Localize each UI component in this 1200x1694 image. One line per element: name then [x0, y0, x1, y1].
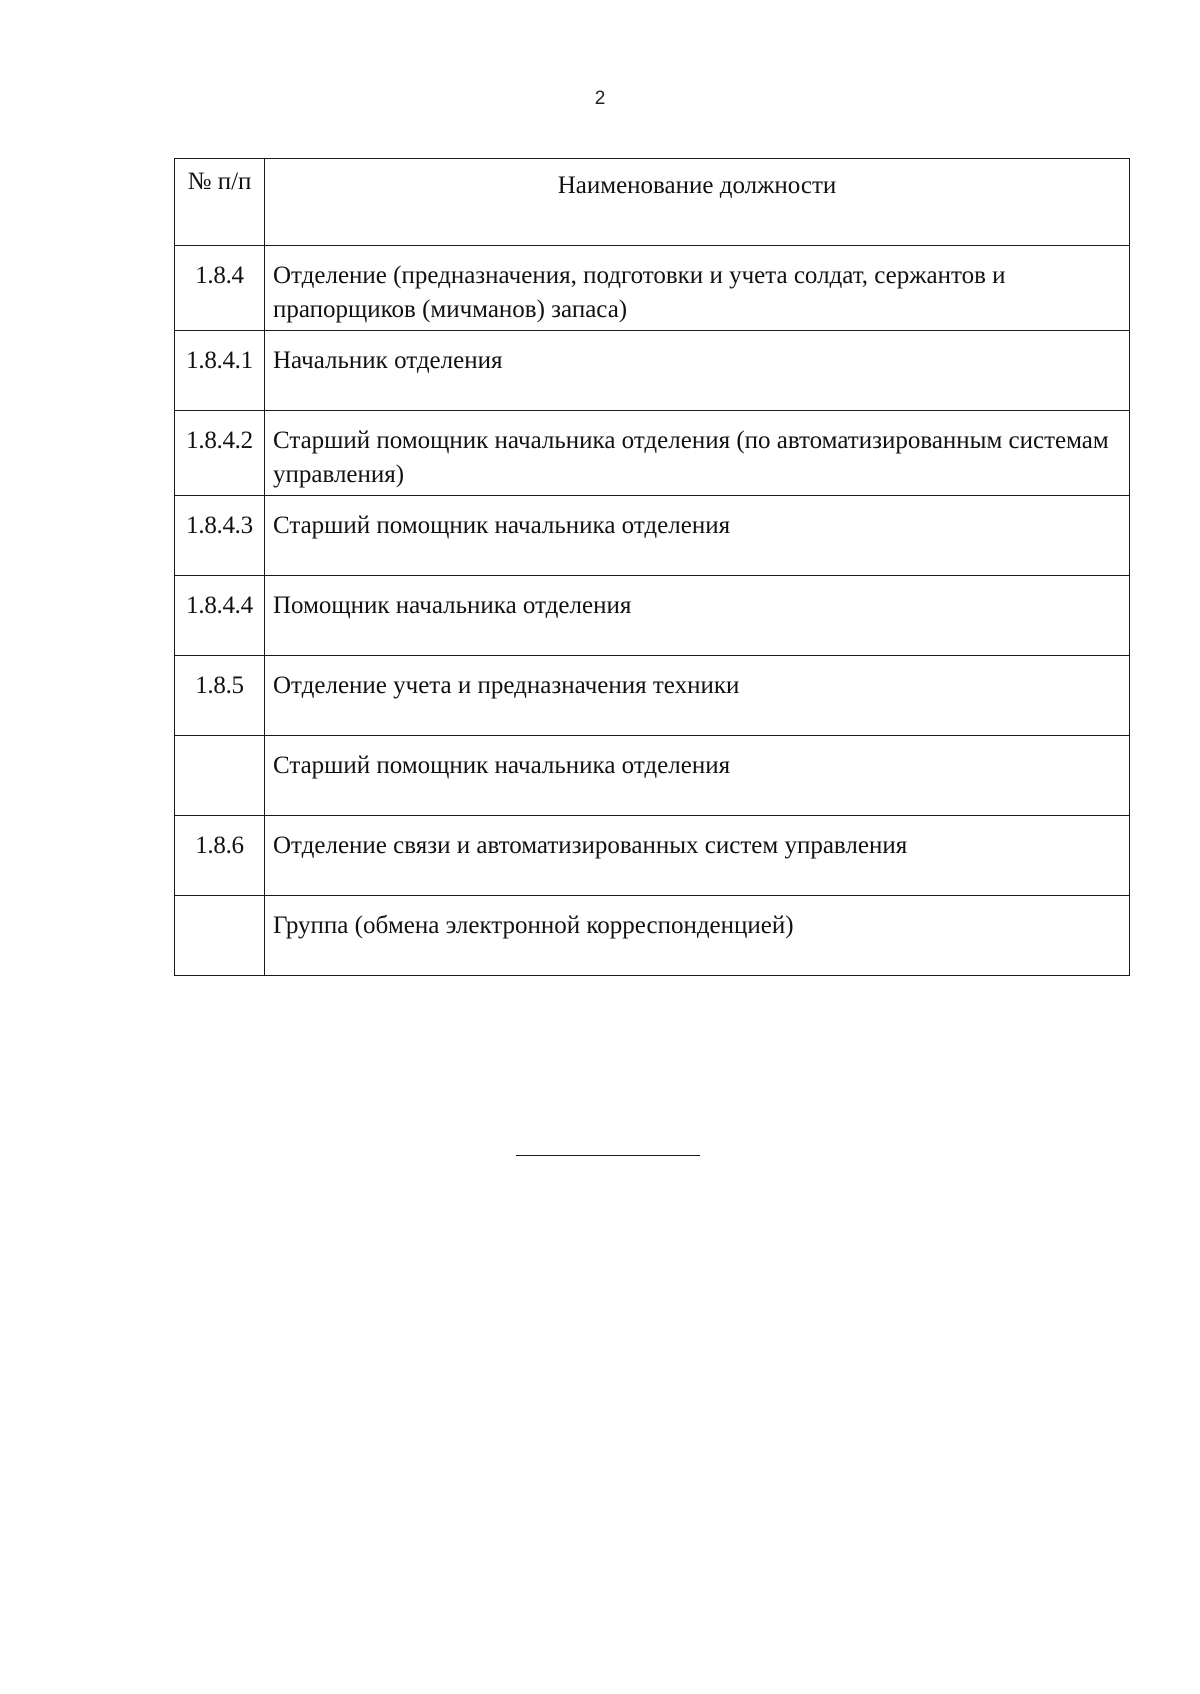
table-row: [175, 816, 1130, 896]
header-position-name: Наименование должности: [265, 159, 1130, 246]
table-row: [175, 496, 1130, 576]
row-number: 1.8.4: [175, 246, 265, 331]
table-row: [175, 656, 1130, 736]
row-number: 1.8.4.4: [175, 576, 265, 656]
page-number: 2: [594, 88, 606, 109]
table-row: [175, 246, 1130, 331]
row-position-name: Помощник начальника отделения: [265, 576, 1130, 656]
row-position-name: Отделение связи и автоматизированных систем управления: [265, 816, 1130, 896]
row-position-name: Отделение учета и предназначения техники: [265, 656, 1130, 736]
row-number: 1.8.5: [175, 656, 265, 736]
table-row: [175, 736, 1130, 816]
row-position-name: Старший помощник начальника отделения: [265, 736, 1130, 816]
row-number: 1.8.4.1: [175, 331, 265, 411]
row-number: 1.8.4.2: [175, 411, 265, 496]
row-position-name: Группа (обмена электронной корреспонденцией): [265, 896, 1130, 976]
row-position-name: Старший помощник начальника отделения: [265, 496, 1130, 576]
positions-table: [174, 158, 1130, 976]
header-number: № п/п: [175, 159, 265, 246]
row-position-name: Отделение (предназначения, подготовки и учета солдат, сержантов и прапорщиков (мичманов) запаса): [265, 246, 1130, 331]
end-of-document-rule: [516, 1155, 700, 1156]
row-number: 1.8.4.3: [175, 496, 265, 576]
table-row: [175, 576, 1130, 656]
table-header-row: [175, 159, 1130, 246]
row-number: 1.8.6: [175, 816, 265, 896]
row-position-name: Начальник отделения: [265, 331, 1130, 411]
row-number: [175, 736, 265, 816]
table-row: [175, 411, 1130, 496]
table-row: [175, 331, 1130, 411]
table-row: [175, 896, 1130, 976]
row-position-name: Старший помощник начальника отделения (по автоматизированным системам управления): [265, 411, 1130, 496]
row-number: [175, 896, 265, 976]
